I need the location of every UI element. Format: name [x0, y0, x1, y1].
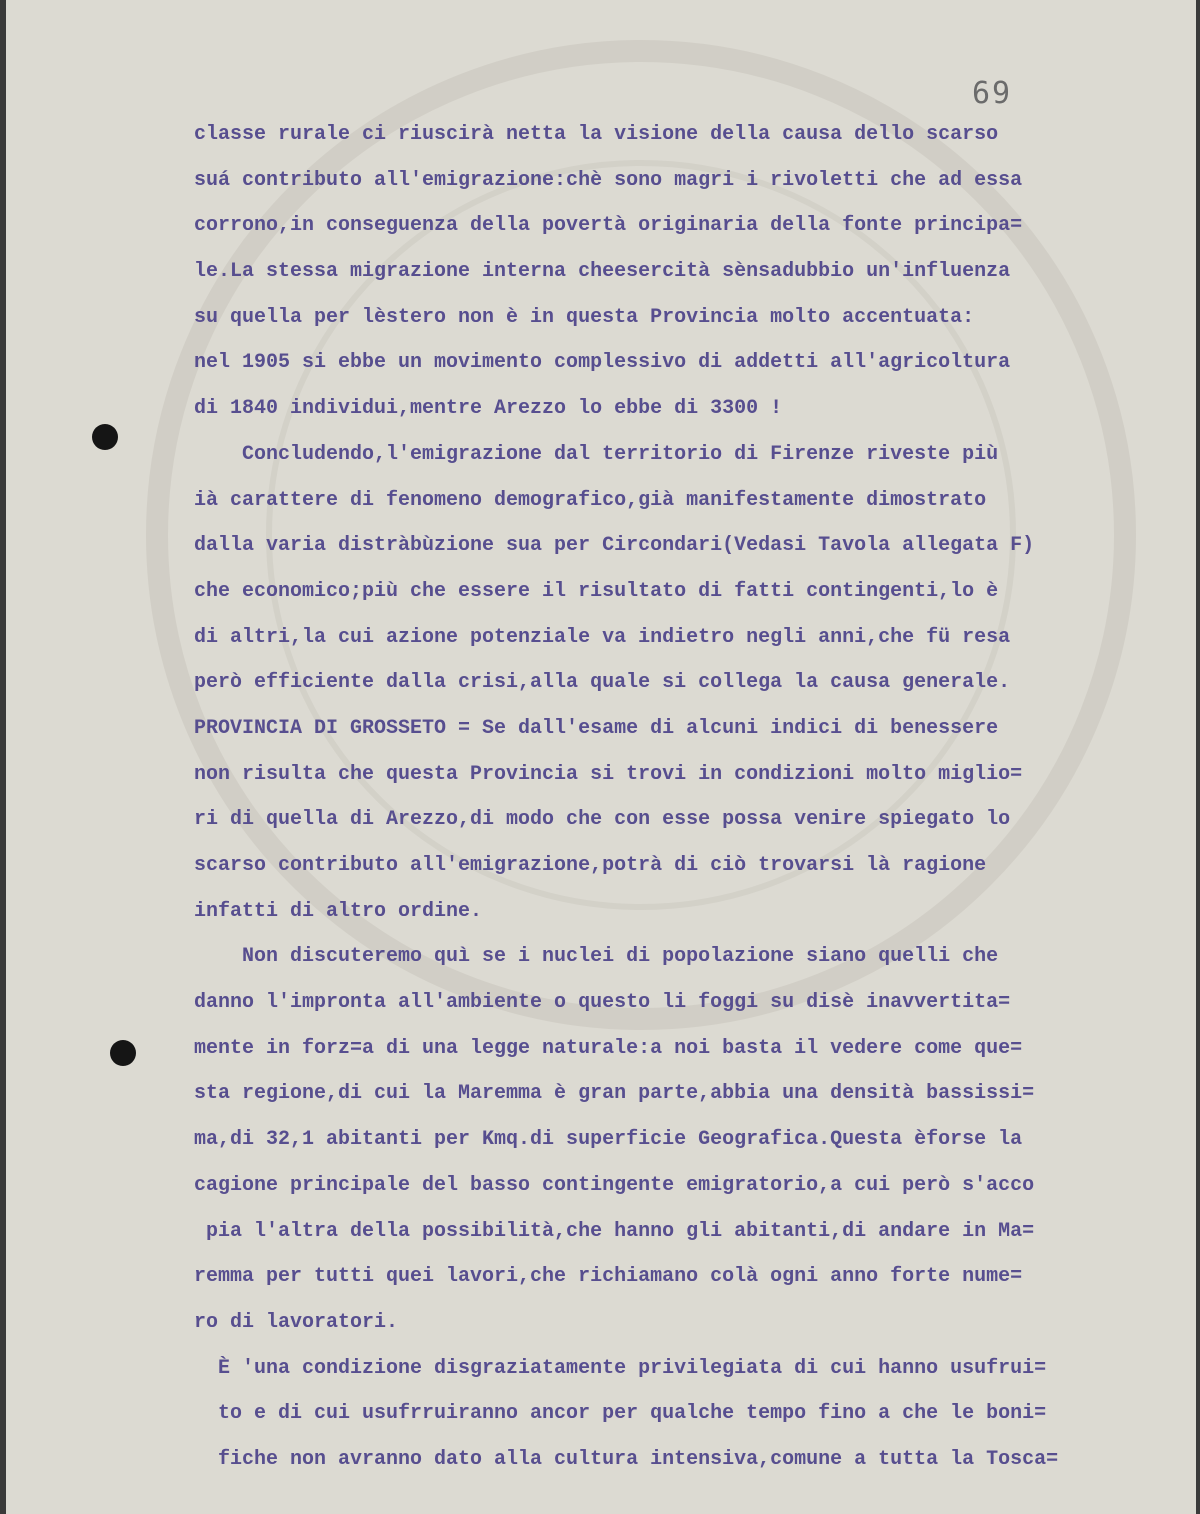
text-line: cagione principale del basso contingente emigratorio,a cui però s'acco: [194, 1173, 1035, 1197]
page-number: 69: [972, 76, 1013, 111]
punch-hole-bottom: [110, 1040, 136, 1066]
text-line: nel 1905 si ebbe un movimento complessivo di addetti all'agricoltura: [194, 351, 1011, 375]
text-line: mente in forz=a di una legge naturale:a noi basta il vedere come que=: [194, 1036, 1023, 1060]
text-line: che economico;più che essere il risultato di fatti contingenti,lo è: [194, 579, 999, 603]
text-line: scarso contributo all'emigrazione,potrà di ciò trovarsi là ragione: [194, 854, 987, 877]
text-line: Non discuteremo quì se i nuclei di popolazione siano quelli che: [194, 945, 999, 969]
text-line: classe rurale ci riuscirà netta la visione della causa dello scarso: [194, 123, 999, 146]
text-line: pia l'altra della possibilità,che hanno gli abitanti,di andare in Ma=: [194, 1219, 1035, 1243]
text-line: ro di lavoratori.: [194, 1310, 399, 1334]
text-line: remma per tutti quei lavori,che richiamano colà ogni anno forte nume=: [194, 1265, 1023, 1289]
text-line: È 'una condizione disgraziatamente privilegiata di cui hanno usufrui=: [194, 1356, 1047, 1380]
text-line: però efficiente dalla crisi,alla quale si collega la causa generale.: [194, 671, 1011, 695]
text-line: ma,di 32,1 abitanti per Kmq.di superficie Geografica.Questa èforse la: [194, 1128, 1023, 1152]
text-line: corrono,in conseguenza della povertà originaria della fonte principa=: [194, 214, 1023, 238]
typewritten-body: [194, 112, 1154, 1483]
section-heading-line: PROVINCIA DI GROSSETO = Se dall'esame di alcuni indici di benessere: [194, 716, 999, 740]
text-line: sta regione,di cui la Maremma è gran parte,abbia una densità bassissi=: [194, 1082, 1035, 1106]
text-line: to e di cui usufrruiranno ancor per qualche tempo fino a che le boni=: [194, 1402, 1047, 1426]
text-line: dalla varia distràbùzione sua per Circondari(Vedasi Tavola allegata F): [194, 534, 1035, 558]
text-line: infatti di altro ordine.: [194, 899, 483, 923]
text-line: danno l'impronta all'ambiente o questo li foggi su disè inavvertita=: [194, 991, 1011, 1015]
text-line: Concludendo,l'emigrazione dal territorio di Firenze riveste più: [194, 442, 999, 466]
text-line: suá contributo all'emigrazione:chè sono magri i rivoletti che ad essa: [194, 168, 1023, 192]
text-line: ri di quella di Arezzo,di modo che con esse possa venire spiegato lo: [194, 808, 1011, 832]
text-line: di altri,la cui azione potenziale va indietro negli anni,che fü resa: [194, 625, 1011, 649]
text-line: su quella per lèstero non è in questa Provincia molto accentuata:: [194, 305, 975, 329]
punch-hole-top: [92, 424, 118, 450]
text-line: le.La stessa migrazione interna cheesercità sènsadubbio un'influenza: [194, 260, 1011, 284]
text-line: fiche non avranno dato alla cultura intensiva,comune a tutta la Tosca=: [194, 1447, 1059, 1471]
text-line: di 1840 individui,mentre Arezzo lo ebbe di 3300 !: [194, 397, 783, 421]
text-line: non risulta che questa Provincia si trovi in condizioni molto miglio=: [194, 762, 1023, 786]
text-line: ià carattere di fenomeno demografico,già manifestamente dimostrato: [194, 488, 987, 512]
